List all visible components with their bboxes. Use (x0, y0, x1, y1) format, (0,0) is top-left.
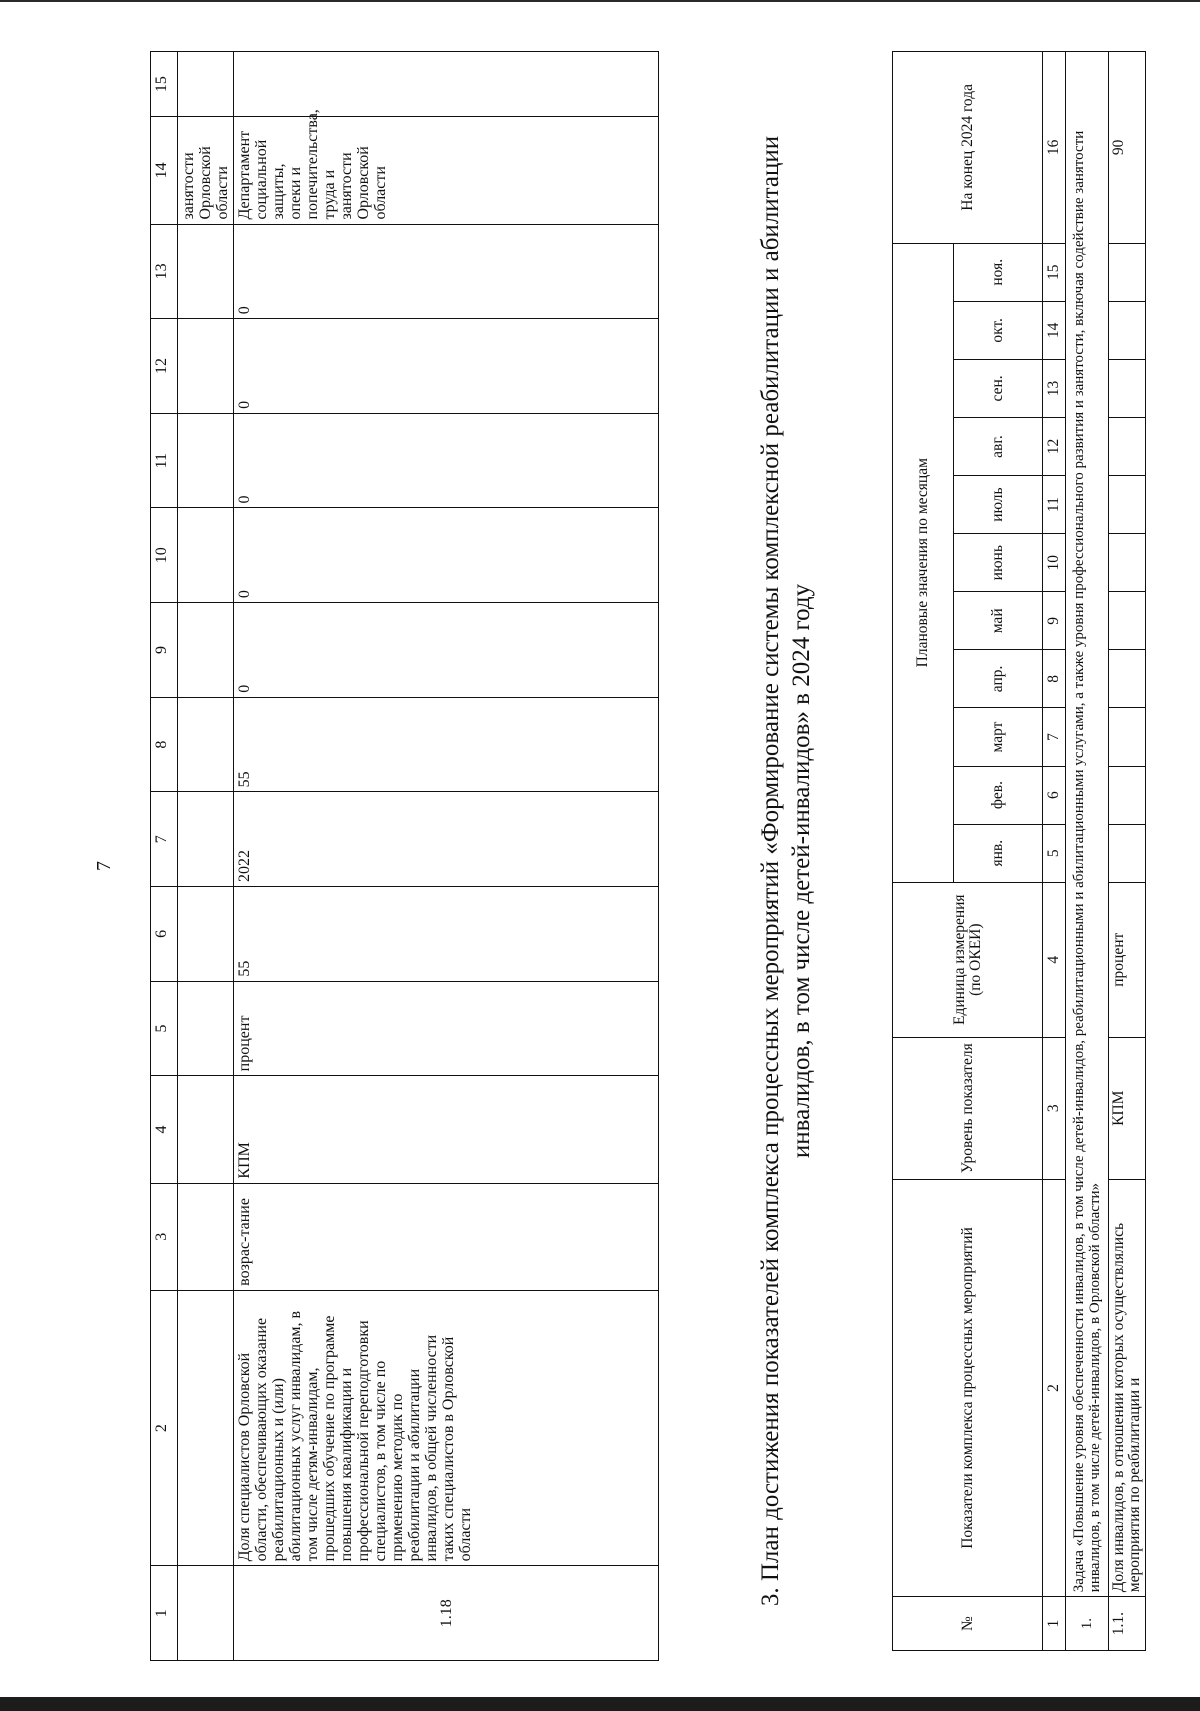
task-row (1066, 52, 1109, 1651)
col-number: 7 (1043, 708, 1066, 766)
value-col15 (234, 52, 659, 117)
indicator-name: Доля специалистов Орловской области, обеспечивающих оказание реабилитационных и (или) абилитационных услуг инвалидам, в том числе детям-инвалидам, прошедших обучение по программе повышения квалификации и профессиональной переподготовки специалистов, в том числе по применению методик по реабилитации и абилитации инвалидов, в общей численности таких специалистов в Орловской области (234, 1290, 659, 1566)
col-number: 6 (1043, 766, 1066, 824)
trend: возрас-тание (234, 1183, 659, 1290)
col-number: 15 (1043, 243, 1066, 301)
indicator-level: КПМ (1109, 1037, 1146, 1179)
value-col9: 0 (234, 603, 659, 698)
base-value: 55 (234, 887, 659, 982)
month-label: окт. (954, 301, 1043, 359)
unit: процент (234, 981, 659, 1076)
col-number: 4 (1043, 882, 1066, 1037)
col-number: 1 (1043, 1597, 1066, 1651)
scan-edge-bottom (0, 1697, 1200, 1711)
col-number: 12 (151, 319, 178, 414)
col-number: 14 (1043, 301, 1066, 359)
plan-table (892, 51, 1146, 1651)
value-col13: 0 (234, 224, 659, 319)
responsible-cont: занятости Орловской области (178, 117, 234, 224)
month-label: янв. (954, 824, 1043, 882)
col-number: 8 (151, 697, 178, 792)
col-number: 7 (151, 792, 178, 887)
col-number: 4 (151, 1076, 178, 1183)
col-number: 5 (1043, 824, 1066, 882)
unit: процент (1109, 882, 1146, 1037)
month-label: март (954, 708, 1043, 766)
task-number: 1. (1066, 1597, 1109, 1651)
task-text: Задача «Повышение уровня обеспеченности инвалидов, в том числе детей-инвалидов, реабилитационными и абилитационными услугами, а также уровня профессионального развития и занятости, включая содействие занятости инвалидов, в том числе детей-инвалидов, в Орловской области» (1066, 52, 1109, 1597)
col-number: 6 (151, 887, 178, 982)
month-label: апр. (954, 650, 1043, 708)
header-level: Уровень показателя (893, 1037, 1043, 1179)
month-label: июнь (954, 534, 1043, 592)
value-col10: 0 (234, 508, 659, 603)
page-number: 7 (93, 861, 115, 871)
col-number: 9 (1043, 592, 1066, 650)
col-number: 3 (1043, 1037, 1066, 1179)
header-plan-months: Плановые значения по месяцам (893, 243, 954, 882)
month-label: авг. (954, 417, 1043, 475)
row-number: 1.18 (234, 1566, 659, 1661)
plan-header-row1 (893, 52, 954, 1651)
indicator-name: Доля инвалидов, в отношении которых осуществлялись мероприятия по реабилитации и (1109, 1179, 1146, 1597)
header-no: № (893, 1597, 1043, 1651)
value-col8: 55 (234, 697, 659, 792)
table-header-numbers (151, 52, 178, 1661)
col-number: 10 (1043, 534, 1066, 592)
row-number: 1.1. (1109, 1597, 1146, 1651)
indicator-level: КПМ (234, 1076, 659, 1183)
header-end-of-year: На конец 2024 года (893, 52, 1043, 244)
col-number: 2 (151, 1290, 178, 1566)
col-number: 9 (151, 603, 178, 698)
header-name: Показатели комплекса процессных мероприятий (893, 1179, 1043, 1597)
col-number: 1 (151, 1566, 178, 1661)
value-col12: 0 (234, 319, 659, 414)
table-row-1-1 (1109, 52, 1146, 1651)
section-title: 3. План достижения показателей комплекса процессных мероприятий «Формирование системы комплексной реабилитации и абилитации инвалидов, в том числе детей-инвалидов» в 2024 году (757, 135, 815, 1607)
plan-column-numbers (1043, 52, 1066, 1651)
month-label: май (954, 592, 1043, 650)
col-number: 8 (1043, 650, 1066, 708)
month-label: ноя. (954, 243, 1043, 301)
header-unit: Единица измерения (по ОКЕИ) (893, 882, 1043, 1037)
col-number: 11 (1043, 476, 1066, 534)
col-number: 11 (151, 413, 178, 508)
scan-edge-top (0, 0, 1200, 6)
end-of-year-value: 90 (1109, 52, 1146, 244)
table-row-1-18 (234, 52, 659, 1661)
col-number: 10 (151, 508, 178, 603)
col-number: 13 (151, 224, 178, 319)
indicators-table-continuation (150, 51, 659, 1661)
table-row-continuation (178, 52, 234, 1661)
col-number: 13 (1043, 359, 1066, 417)
base-year: 2022 (234, 792, 659, 887)
col-number: 15 (151, 52, 178, 117)
value-col11: 0 (234, 413, 659, 508)
col-number: 5 (151, 981, 178, 1076)
month-label: сен. (954, 359, 1043, 417)
month-label: июль (954, 476, 1043, 534)
rotated-page (20, 34, 1165, 1691)
col-number: 2 (1043, 1179, 1066, 1597)
col-number: 3 (151, 1183, 178, 1290)
col-number: 14 (151, 117, 178, 224)
col-number: 12 (1043, 417, 1066, 475)
month-label: фев. (954, 766, 1043, 824)
col-number: 16 (1043, 52, 1066, 244)
responsible: Департамент социальной защиты, опеки и попечительства, труда и занятости Орловской области (234, 117, 659, 224)
